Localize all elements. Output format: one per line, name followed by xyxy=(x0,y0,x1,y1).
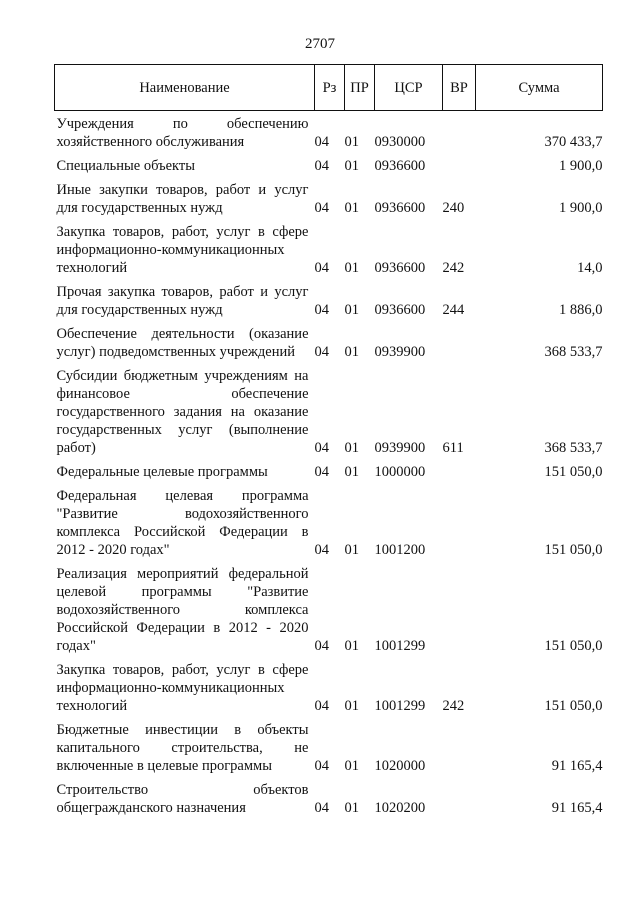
cell-vr xyxy=(443,559,476,655)
cell-csr: 0936600 xyxy=(374,200,426,216)
header-vr: ВР xyxy=(443,65,476,111)
cell-name: Закупка товаров, работ, услуг в сфере информационно-коммуникационных технологий xyxy=(56,662,309,714)
header-pr: ПР xyxy=(345,65,375,111)
cell-name: Реализация мероприятий федеральной целевой программы "Развитие водохозяйственного комплекса Российской Федерации в 2012 - 2020 годах" xyxy=(56,566,309,654)
cell-sum: 151 050,0 xyxy=(544,542,603,558)
cell-vr: 240 xyxy=(442,200,465,216)
cell-name: Иные закупки товаров, работ и услуг для государственных нужд xyxy=(56,182,309,216)
cell-csr: 1001200 xyxy=(374,542,426,558)
header-csr: ЦСР xyxy=(375,65,443,111)
cell-rz: 04 xyxy=(314,158,329,174)
cell-csr: 1001299 xyxy=(374,638,426,654)
table-row xyxy=(55,559,603,655)
cell-name: Закупка товаров, работ, услуг в сфере информационно-коммуникационных технологий xyxy=(56,224,309,276)
cell-pr: 01 xyxy=(344,758,359,774)
cell-sum: 370 433,7 xyxy=(544,134,603,150)
cell-rz: 04 xyxy=(314,638,329,654)
cell-vr xyxy=(443,319,476,361)
cell-name: Учреждения по обеспечению хозяйственного обслуживания xyxy=(56,116,309,150)
cell-rz: 04 xyxy=(314,758,329,774)
cell-csr: 0939900 xyxy=(374,440,426,456)
header-rz: Рз xyxy=(315,65,345,111)
page-number: 2707 xyxy=(305,36,335,52)
cell-rz: 04 xyxy=(314,698,329,714)
cell-name: Обеспечение деятельности (оказание услуг) подведомственных учреждений xyxy=(56,326,309,360)
cell-name: Федеральная целевая программа "Развитие водохозяйственного комплекса Российской Федерации в 2012 - 2020 годах" xyxy=(56,488,309,558)
cell-name: Прочая закупка товаров, работ и услуг для государственных нужд xyxy=(56,284,309,318)
cell-vr xyxy=(443,481,476,559)
cell-sum: 151 050,0 xyxy=(544,698,603,714)
cell-csr: 1020000 xyxy=(374,758,426,774)
cell-csr: 1020200 xyxy=(374,800,426,816)
table-row xyxy=(55,151,603,175)
table-row xyxy=(55,775,603,817)
cell-sum: 91 165,4 xyxy=(551,800,603,816)
table-body xyxy=(55,111,603,818)
table-row xyxy=(55,319,603,361)
cell-sum: 151 050,0 xyxy=(544,638,603,654)
table-header xyxy=(55,65,603,111)
cell-rz: 04 xyxy=(314,440,329,456)
table-row xyxy=(55,715,603,775)
cell-vr xyxy=(443,715,476,775)
cell-pr: 01 xyxy=(344,542,359,558)
cell-pr: 01 xyxy=(344,158,359,174)
cell-rz: 04 xyxy=(314,200,329,216)
cell-name: Субсидии бюджетным учреждениям на финансовое обеспечение государственного задания на оказание государственных услуг (выполнение работ) xyxy=(56,368,309,456)
cell-vr xyxy=(443,457,476,481)
cell-pr: 01 xyxy=(344,134,359,150)
table-row xyxy=(55,217,603,277)
cell-vr: 242 xyxy=(442,698,465,714)
cell-sum: 1 886,0 xyxy=(559,302,603,318)
table-row xyxy=(55,111,603,152)
cell-name: Строительство объектов общегражданского назначения xyxy=(56,782,309,816)
cell-sum: 1 900,0 xyxy=(559,200,603,216)
cell-name: Федеральные целевые программы xyxy=(56,464,268,480)
cell-pr: 01 xyxy=(344,260,359,276)
cell-name: Специальные объекты xyxy=(56,158,195,174)
budget-table xyxy=(54,64,603,817)
cell-rz: 04 xyxy=(314,134,329,150)
table-row xyxy=(55,457,603,481)
table-row xyxy=(55,277,603,319)
cell-csr: 0939900 xyxy=(374,344,426,360)
cell-rz: 04 xyxy=(314,260,329,276)
cell-sum: 368 533,7 xyxy=(544,344,603,360)
cell-pr: 01 xyxy=(344,800,359,816)
header-sum: Сумма xyxy=(476,65,603,111)
cell-csr: 0936600 xyxy=(374,158,426,174)
cell-csr: 0930000 xyxy=(374,134,426,150)
cell-rz: 04 xyxy=(314,542,329,558)
cell-pr: 01 xyxy=(344,698,359,714)
cell-pr: 01 xyxy=(344,200,359,216)
cell-vr: 242 xyxy=(442,260,465,276)
cell-pr: 01 xyxy=(344,344,359,360)
cell-rz: 04 xyxy=(314,800,329,816)
cell-csr: 1001299 xyxy=(374,698,426,714)
cell-pr: 01 xyxy=(344,638,359,654)
cell-vr xyxy=(443,775,476,817)
cell-sum: 91 165,4 xyxy=(551,758,603,774)
cell-pr: 01 xyxy=(344,302,359,318)
cell-sum: 14,0 xyxy=(577,260,603,276)
cell-pr: 01 xyxy=(344,440,359,456)
cell-sum: 1 900,0 xyxy=(559,158,603,174)
cell-vr xyxy=(443,111,476,152)
cell-vr xyxy=(443,151,476,175)
cell-csr: 1000000 xyxy=(374,464,426,480)
header-name: Наименование xyxy=(55,65,315,111)
cell-pr: 01 xyxy=(344,464,359,480)
table-row xyxy=(55,655,603,715)
table-row xyxy=(55,481,603,559)
cell-rz: 04 xyxy=(314,464,329,480)
cell-vr: 611 xyxy=(442,440,464,456)
cell-name: Бюджетные инвестиции в объекты капитального строительства, не включенные в целевые программы xyxy=(56,722,309,774)
cell-csr: 0936600 xyxy=(374,302,426,318)
cell-csr: 0936600 xyxy=(374,260,426,276)
cell-sum: 368 533,7 xyxy=(544,440,603,456)
table-row xyxy=(55,175,603,217)
cell-rz: 04 xyxy=(314,302,329,318)
cell-vr: 244 xyxy=(442,302,465,318)
cell-sum: 151 050,0 xyxy=(544,464,603,480)
table-row xyxy=(55,361,603,457)
cell-rz: 04 xyxy=(314,344,329,360)
